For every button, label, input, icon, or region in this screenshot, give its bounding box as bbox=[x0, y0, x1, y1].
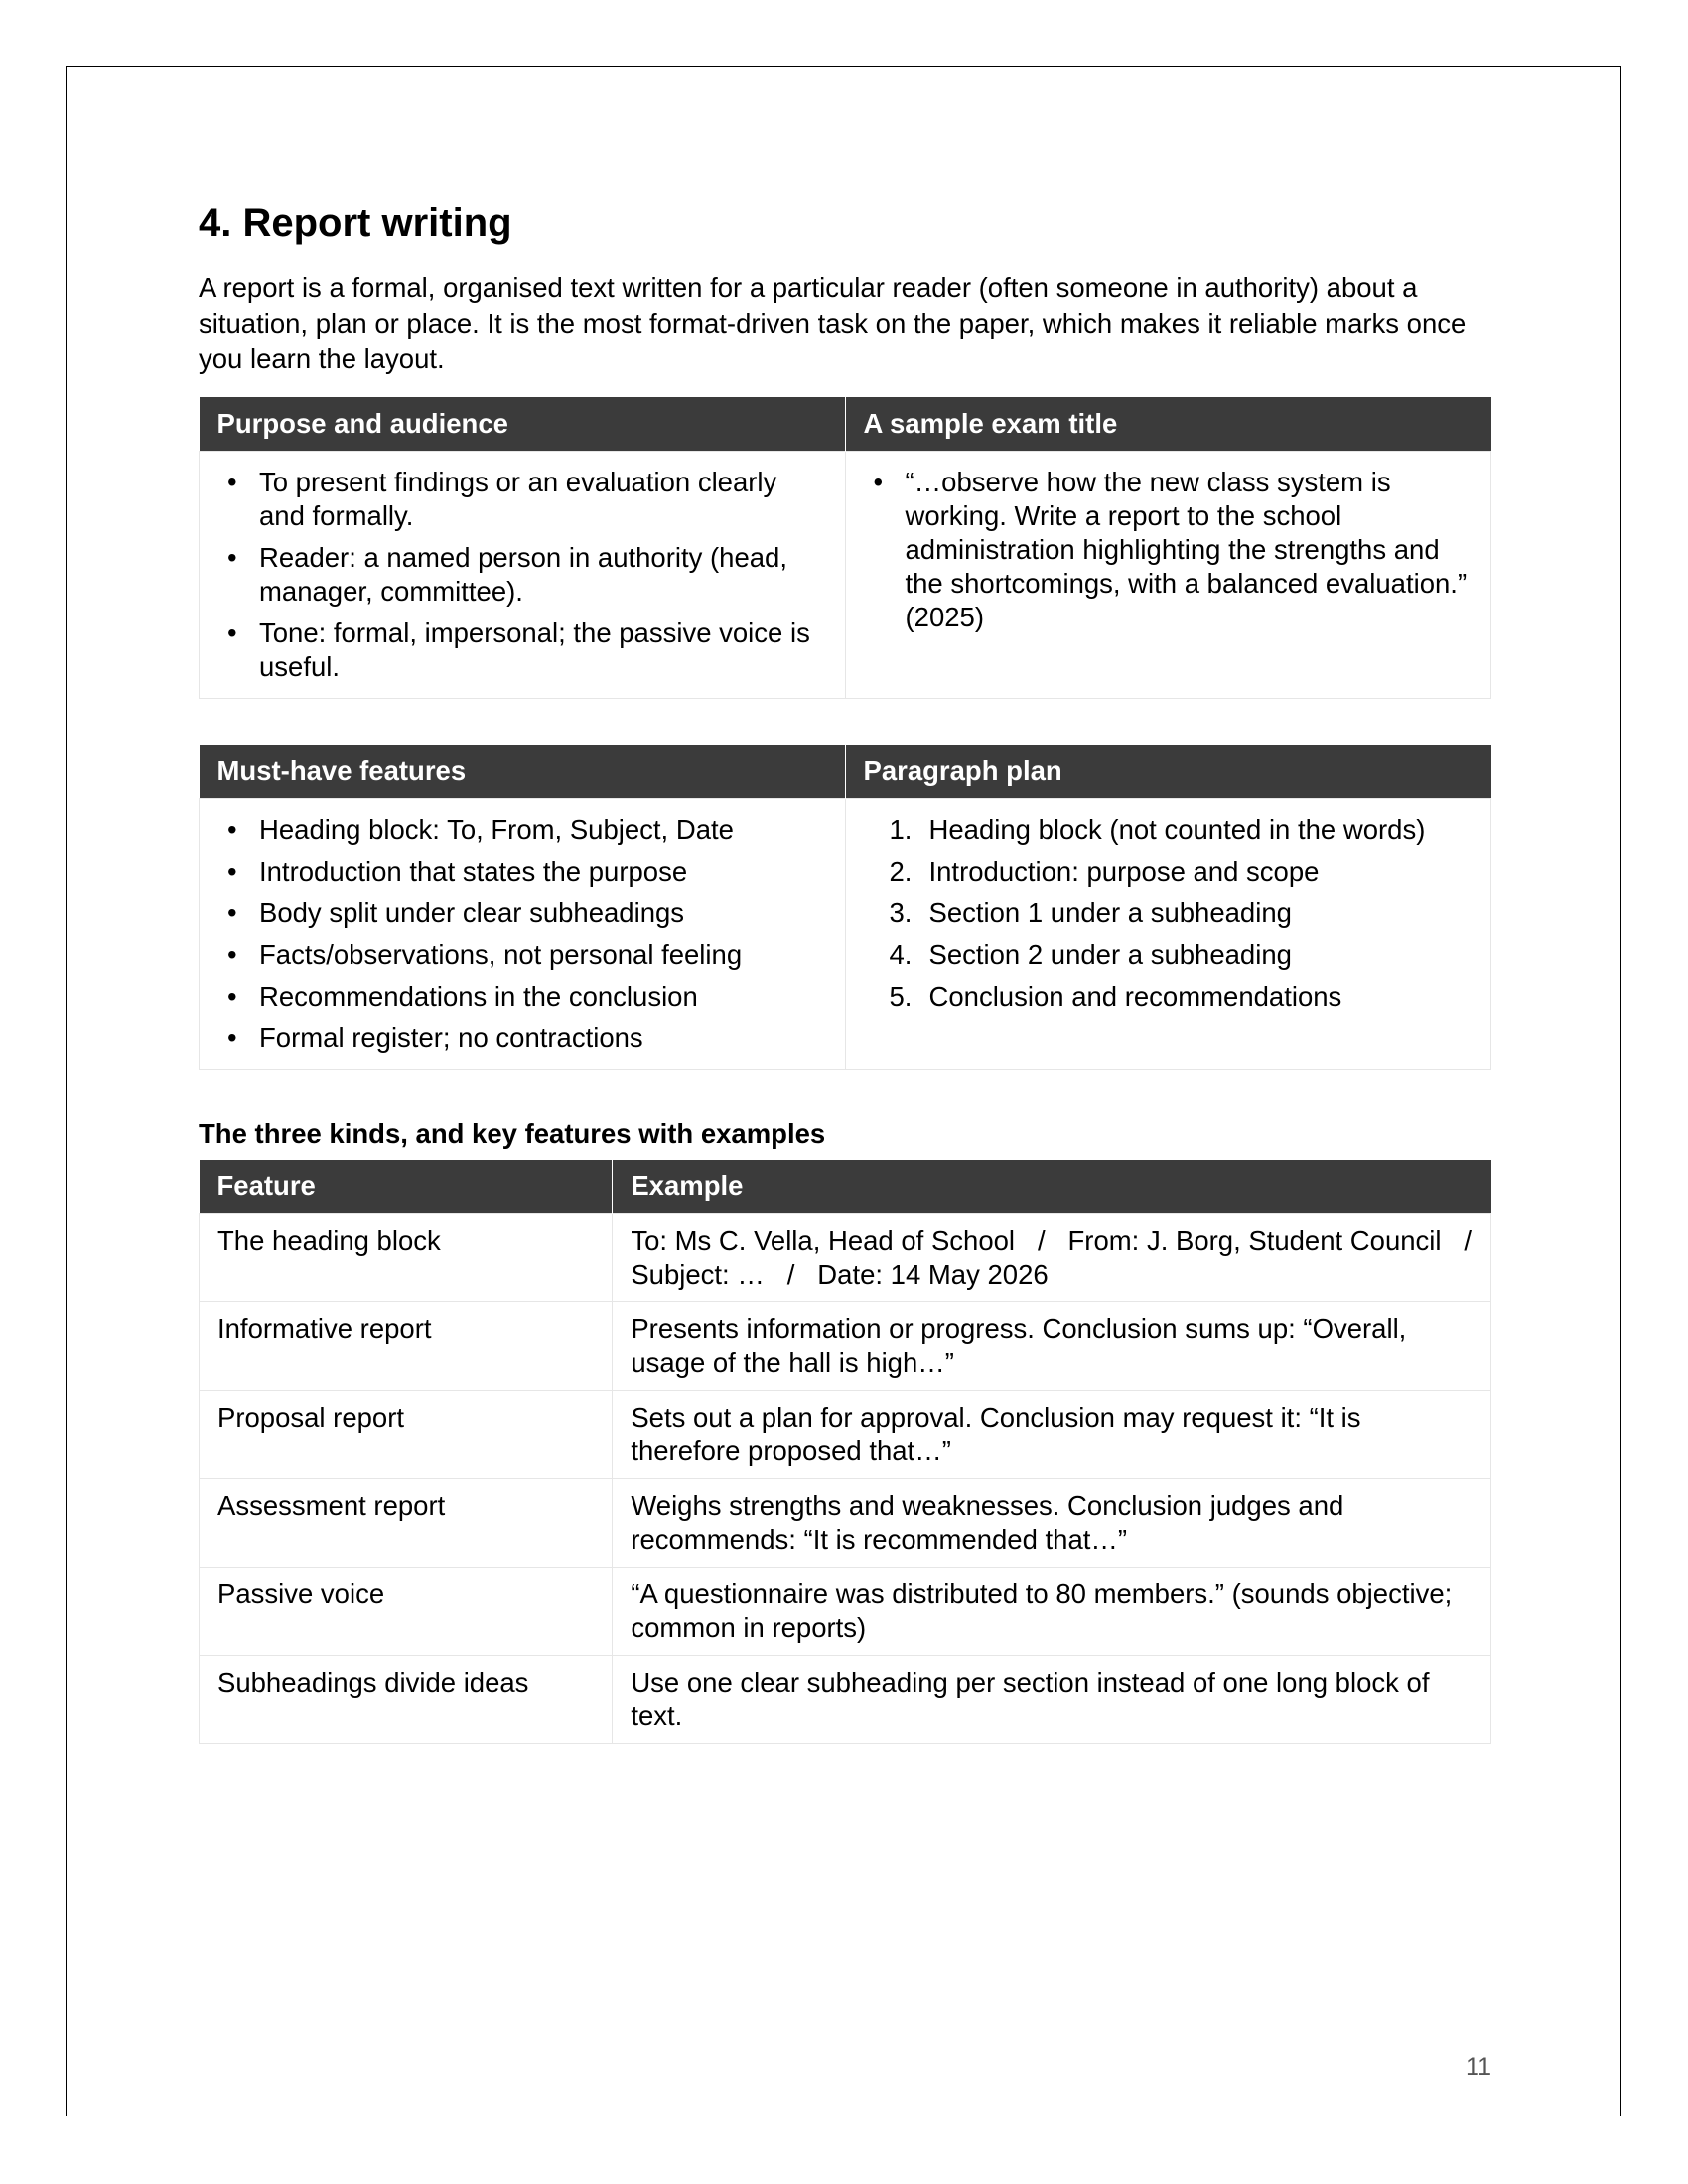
list-item bbox=[890, 938, 1474, 972]
list-text: Section 1 under a subheading bbox=[928, 897, 1292, 928]
list-number: 2. bbox=[889, 856, 913, 887]
list-number: 1. bbox=[889, 814, 913, 845]
example-cell: Sets out a plan for approval. Conclusion may request it: “It is therefore proposed that…” bbox=[613, 1391, 1491, 1479]
list-item: • Tone: formal, impersonal; the passive voice is useful. bbox=[227, 616, 827, 684]
purpose-table bbox=[199, 397, 1491, 699]
example-cell: Use one clear subheading per section instead of one long block of text. bbox=[613, 1656, 1491, 1744]
must-have-header: Must-have features bbox=[200, 745, 846, 799]
list-text: Section 2 under a subheading bbox=[928, 939, 1292, 970]
list-item: • Recommendations in the conclusion bbox=[227, 980, 827, 1014]
example-cell: “A questionnaire was distributed to 80 members.” (sounds objective; common in reports) bbox=[613, 1568, 1491, 1656]
feature-cell: Passive voice bbox=[200, 1568, 613, 1656]
list-item: • Introduction that states the purpose bbox=[227, 855, 827, 888]
list-text: Introduction: purpose and scope bbox=[928, 856, 1320, 887]
intro-paragraph: A report is a formal, organised text written for a particular reader (often someone in authority) about a situation, plan or place. It is the most format-driven task on the paper, which makes it reliable marks once you learn the layout. bbox=[199, 272, 1474, 374]
list-item: • Reader: a named person in authority (head, manager, committee). bbox=[227, 541, 827, 609]
page-number: 11 bbox=[1466, 2053, 1491, 2081]
feature-cell: Assessment report bbox=[200, 1479, 613, 1568]
example-cell: To: Ms C. Vella, Head of School / From: J. Borg, Student Council / Subject: … / Date: 14 May 2026 bbox=[613, 1214, 1491, 1302]
list-item bbox=[890, 896, 1474, 930]
feature-column-header: Feature bbox=[200, 1160, 613, 1214]
must-have-list bbox=[217, 813, 827, 1055]
table-row bbox=[200, 1568, 1491, 1656]
feature-cell: Subheadings divide ideas bbox=[200, 1656, 613, 1744]
example-cell: Presents information or progress. Conclusion sums up: “Overall, usage of the hall is high…” bbox=[613, 1302, 1491, 1391]
paragraph-plan-header: Paragraph plan bbox=[845, 745, 1491, 799]
list-item: • “…observe how the new class system is working. Write a report to the school administration highlighting the strengths and the shortcomings, with a balanced evaluation.” (2025) bbox=[874, 466, 1474, 634]
purpose-header: Purpose and audience bbox=[200, 397, 846, 452]
feature-cell: Proposal report bbox=[200, 1391, 613, 1479]
examples-table-caption: The three kinds, and key features with examples bbox=[199, 1118, 826, 1149]
example-column-header: Example bbox=[613, 1160, 1491, 1214]
section-title: 4. Report writing bbox=[199, 202, 512, 245]
purpose-cell bbox=[200, 452, 846, 699]
must-have-cell bbox=[200, 799, 846, 1070]
list-item bbox=[890, 813, 1474, 847]
list-item bbox=[890, 980, 1474, 1014]
sample-title-list bbox=[864, 466, 1474, 634]
page-content bbox=[199, 197, 1494, 1744]
list-number: 3. bbox=[889, 897, 913, 928]
examples-table bbox=[199, 1160, 1494, 1744]
feature-cell: Informative report bbox=[200, 1302, 613, 1391]
list-text: Conclusion and recommendations bbox=[928, 981, 1342, 1012]
table-row bbox=[200, 1479, 1491, 1568]
example-cell: Weighs strengths and weaknesses. Conclusion judges and recommends: “It is recommended that…” bbox=[613, 1479, 1491, 1568]
list-text: Heading block (not counted in the words) bbox=[928, 814, 1426, 845]
sample-title-cell bbox=[845, 452, 1491, 699]
list-number: 5. bbox=[889, 981, 913, 1012]
paragraph-plan-cell bbox=[845, 799, 1491, 1070]
features-table bbox=[199, 745, 1491, 1070]
list-number: 4. bbox=[889, 939, 913, 970]
feature-cell: The heading block bbox=[200, 1214, 613, 1302]
list-item: • Facts/observations, not personal feeling bbox=[227, 938, 827, 972]
list-item: • Body split under clear subheadings bbox=[227, 896, 827, 930]
table-row bbox=[200, 1302, 1491, 1391]
paragraph-plan-list bbox=[864, 813, 1474, 1014]
table-row bbox=[200, 1391, 1491, 1479]
list-item: • Heading block: To, From, Subject, Date bbox=[227, 813, 827, 847]
table-row bbox=[200, 1214, 1491, 1302]
list-item: • To present findings or an evaluation clearly and formally. bbox=[227, 466, 827, 533]
list-item: • Formal register; no contractions bbox=[227, 1022, 827, 1055]
list-item bbox=[890, 855, 1474, 888]
sample-title-header: A sample exam title bbox=[845, 397, 1491, 452]
purpose-list bbox=[217, 466, 827, 684]
table-row bbox=[200, 1656, 1491, 1744]
